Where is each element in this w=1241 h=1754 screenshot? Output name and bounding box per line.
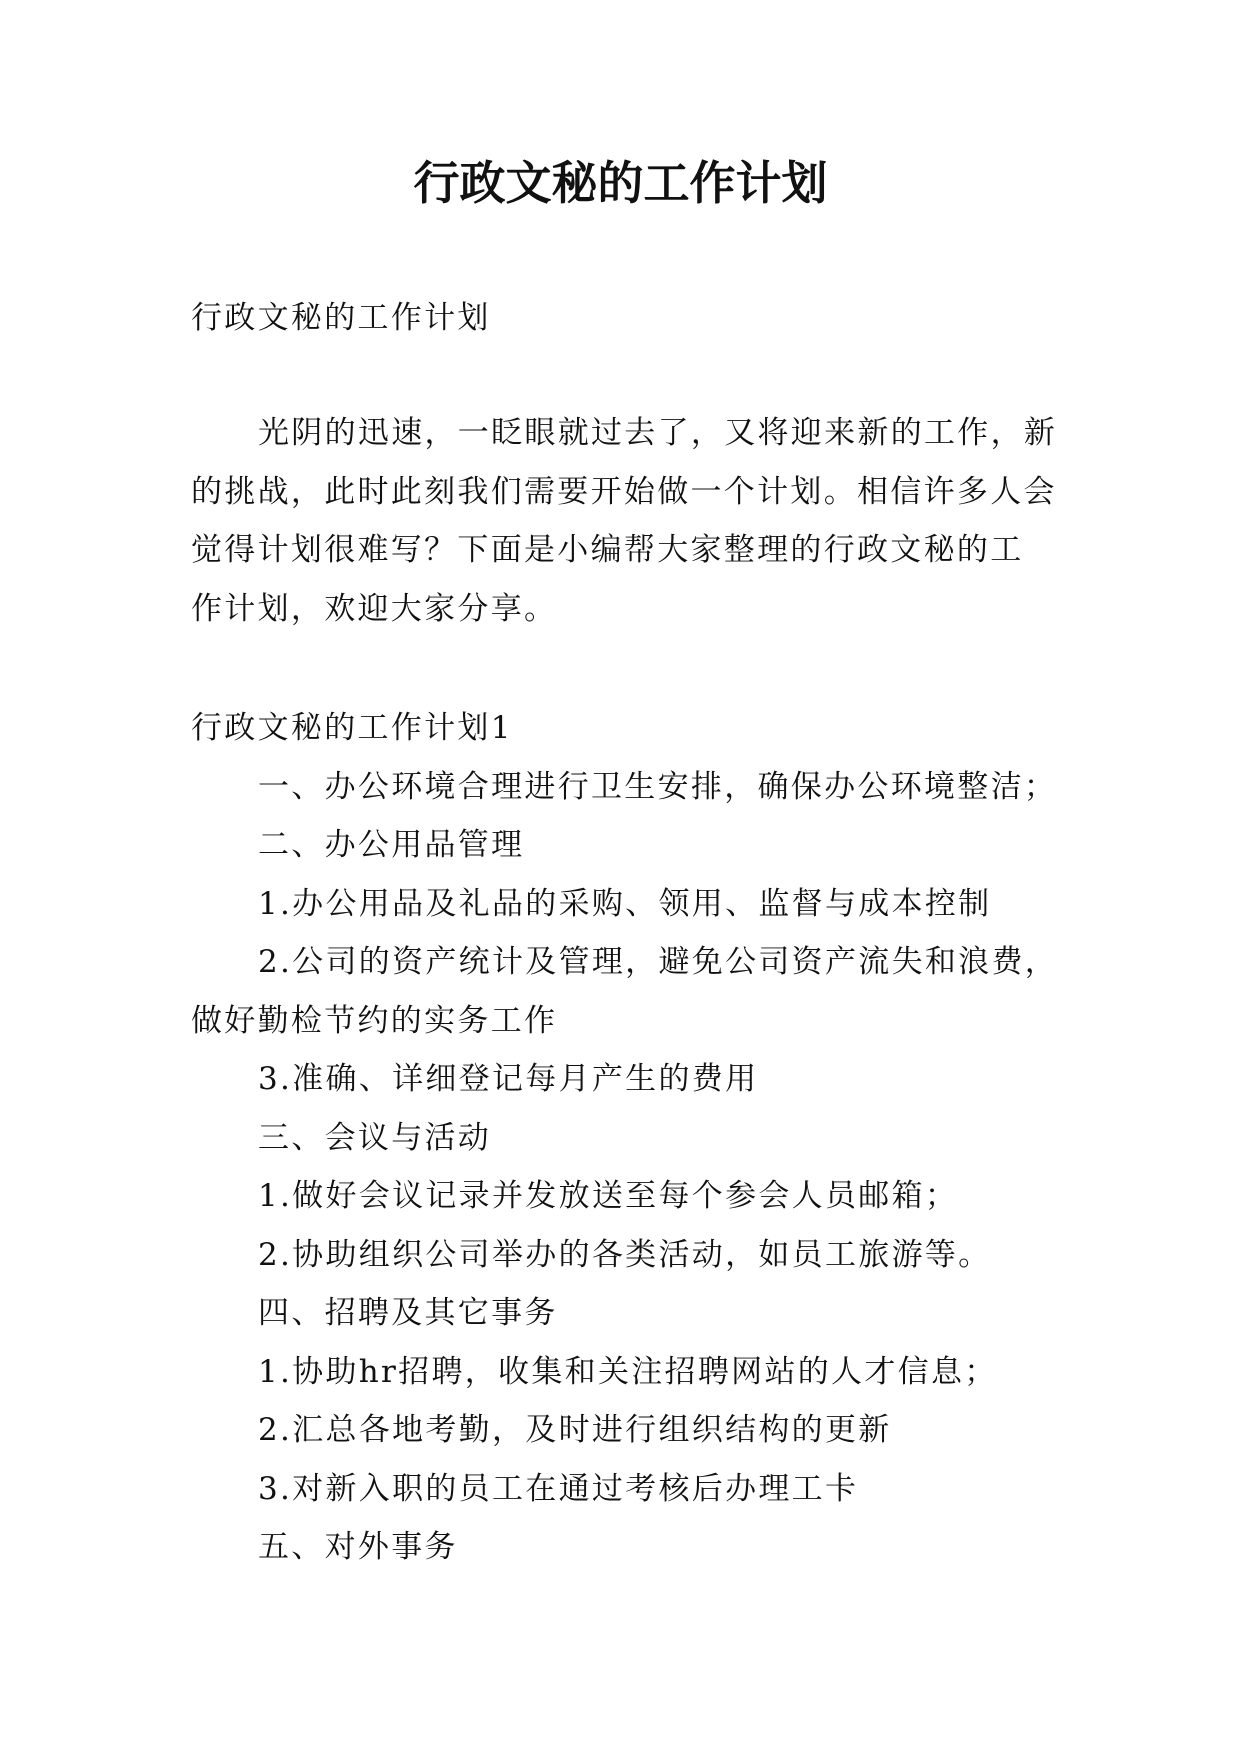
plan-item: 3.准确、详细登记每月产生的费用 [258,1061,759,1097]
plan-item: 3.对新入职的员工在通过考核后办理工卡 [258,1470,859,1507]
plan-item: 1.协助hr招聘，收集和关注招聘网站的人才信息； [258,1353,998,1390]
intro-line: 光阴的迅速，一眨眼就过去了，又将迎来新的工作，新 [258,415,1058,451]
intro-line: 作计划，欢迎大家分享。 [191,590,558,627]
plan-item-heading: 三、会议与活动 [258,1119,492,1156]
page-title: 行政文秘的工作计划 [413,156,828,210]
intro-paragraph [191,404,1071,638]
plan-item-heading: 二、办公用品管理 [258,827,525,863]
plan-item: 2.公司的资产统计及管理，避免公司资产流失和浪费， [258,944,1059,980]
document-subtitle: 行政文秘的工作计划 [191,300,491,336]
plan-item-heading: 一、办公环境合理进行卫生安排，确保办公环境整洁； [258,768,1058,805]
document-body [191,289,1071,1577]
plan-item-heading: 四、招聘及其它事务 [258,1295,558,1331]
section-heading: 行政文秘的工作计划1 [191,710,513,746]
plan-item-heading: 五、对外事务 [258,1529,458,1565]
plan-item: 2.汇总各地考勤，及时进行组织结构的更新 [258,1412,892,1448]
plan-item: 2.协助组织公司举办的各类活动，如员工旅游等。 [258,1236,992,1273]
intro-line: 觉得计划很难写？下面是小编帮大家整理的行政文秘的工 [191,532,1024,568]
intro-line: 的挑战，此时此刻我们需要开始做一个计划。相信许多人会 [191,473,1057,510]
plan-item-list [191,758,1071,1577]
plan-item: 1.做好会议记录并发放送至每个参会人员邮箱； [258,1178,959,1214]
plan-item: 1.办公用品及礼品的采购、领用、监督与成本控制 [258,885,992,922]
plan-item-continuation: 做好勤检节约的实务工作 [191,1002,558,1039]
